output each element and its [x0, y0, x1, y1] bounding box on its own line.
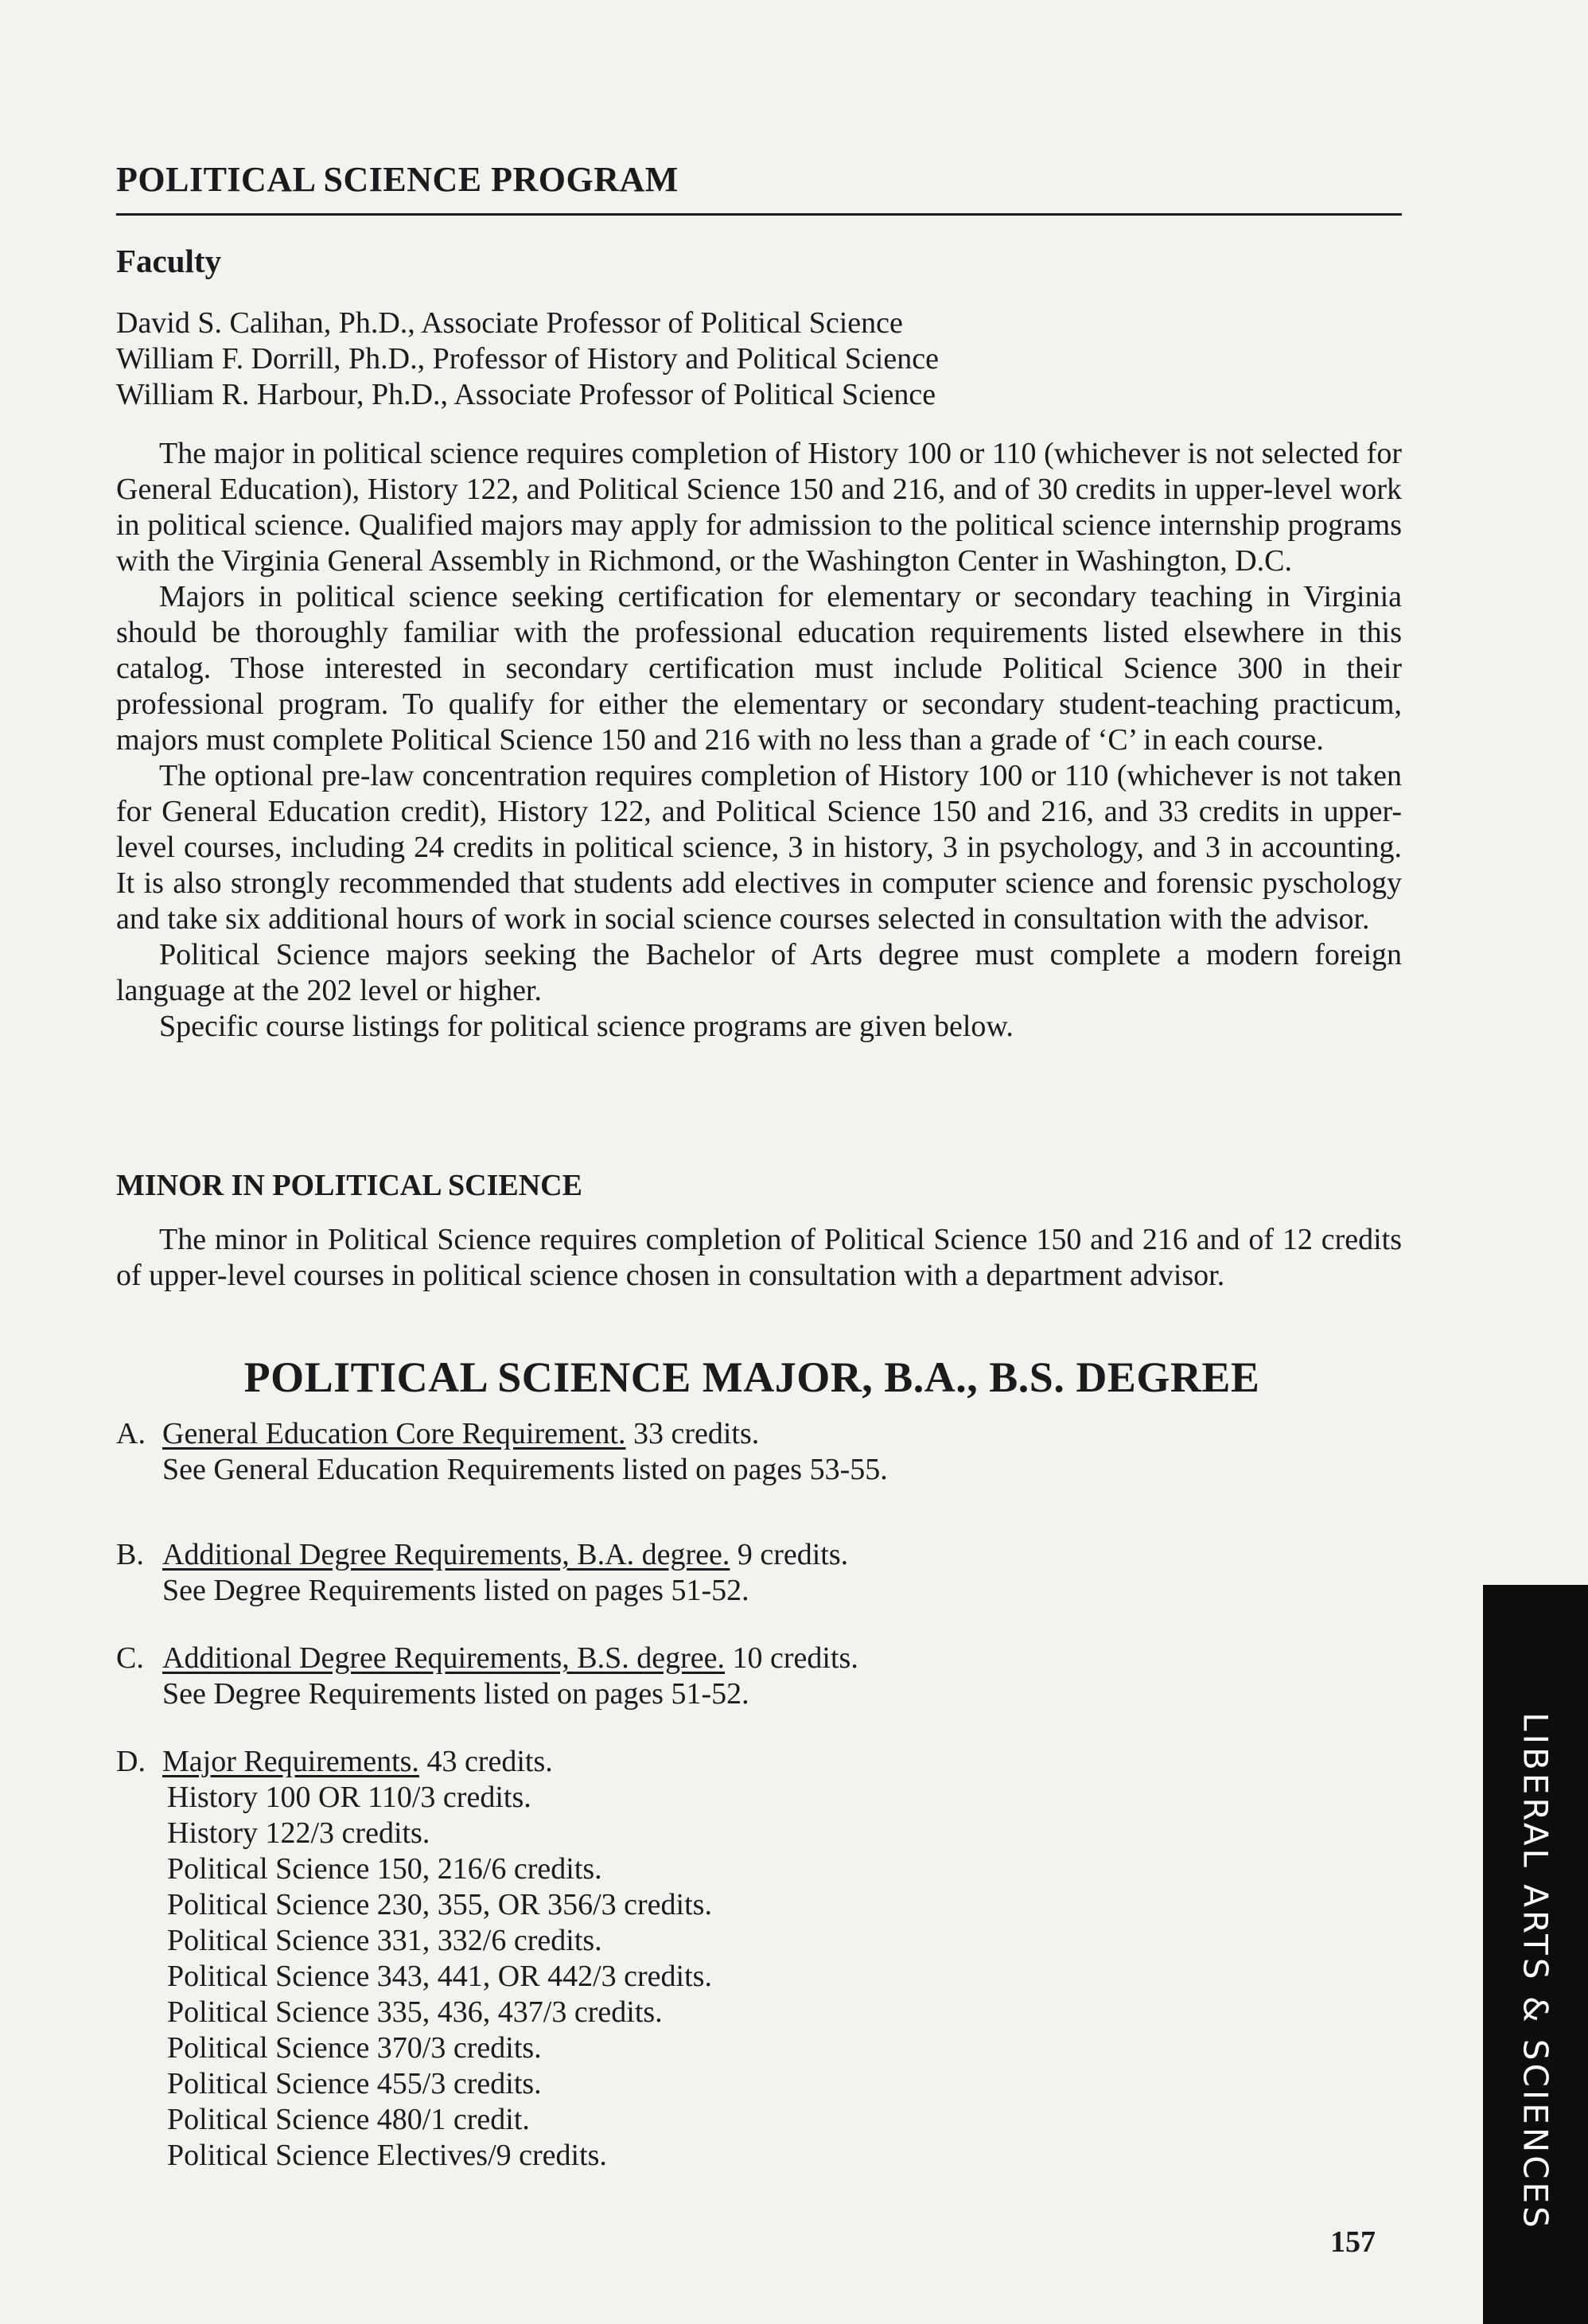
course-line: Political Science Electives/9 credits.: [167, 2139, 607, 2172]
minor-heading: MINOR IN POLITICAL SCIENCE: [116, 1169, 582, 1202]
description-paragraph: The optional pre-law concentration requires completion of History 100 or 110 (whichever is not taken for General Education credit), History 122, and Political Science 150 and 216, and 33 credits in upper-level courses, including 24 credits in political science, 3 in history, 3 in psychology, and 3 in accounting. It is also strongly recommended that students add electives in computer science and forensic pyschology and take six additional hours of work in social science courses selected in consultation with the advisor.: [116, 759, 1402, 936]
course-line: Political Science 150, 216/6 credits.: [167, 1852, 602, 1886]
course-line: Political Science 455/3 credits.: [167, 2067, 542, 2100]
title-rule: [116, 213, 1402, 216]
requirement-title: Major Requirements.: [162, 1745, 419, 1778]
page-number: 157: [1330, 2225, 1376, 2259]
requirement-note: See General Education Requirements listed on pages 53-55.: [162, 1453, 888, 1486]
requirement-credits: 33 credits.: [625, 1417, 760, 1450]
course-line: History 122/3 credits.: [167, 1816, 430, 1850]
course-line: Political Science 480/1 credit.: [167, 2103, 530, 2136]
requirement-title: General Education Core Requirement.: [162, 1417, 626, 1450]
requirement-note: See Degree Requirements listed on pages 51-52.: [162, 1574, 749, 1607]
description-paragraph: Specific course listings for political science programs are given below.: [159, 1010, 1014, 1043]
course-line: Political Science 343, 441, OR 442/3 credits.: [167, 1960, 712, 1993]
faculty-member: William R. Harbour, Ph.D., Associate Professor of Political Science: [116, 378, 936, 411]
requirement-letter: B.: [116, 1538, 144, 1571]
course-line: Political Science 335, 436, 437/3 credits.: [167, 1995, 663, 2029]
course-line: Political Science 370/3 credits.: [167, 2031, 542, 2065]
faculty-list: [116, 306, 1402, 413]
requirement-c: [116, 1641, 1402, 1712]
requirement-letter: D.: [116, 1745, 146, 1778]
program-title: POLITICAL SCIENCE PROGRAM: [116, 160, 679, 199]
course-line: Political Science 331, 332/6 credits.: [167, 1924, 602, 1957]
faculty-member: William F. Dorrill, Ph.D., Professor of History and Political Science: [116, 342, 939, 376]
requirement-credits: 9 credits.: [730, 1538, 849, 1571]
description-paragraph: Majors in political science seeking certification for elementary or secondary teaching in Virginia should be thoroughly familiar with the professional education requirements listed elsewhere in this catalog. Those interested in secondary certification must include Political Science 300 in their professional program. To qualify for either the elementary or secondary student-teaching practicum, majors must complete Political Science 150 and 216 with no less than a grade of ‘C’ in each course.: [116, 580, 1402, 757]
requirement-letter: A.: [116, 1417, 146, 1450]
degree-title: POLITICAL SCIENCE MAJOR, B.A., B.S. DEGREE: [243, 1353, 1260, 1401]
minor-description: [116, 1222, 1402, 1294]
course-line: Political Science 230, 355, OR 356/3 credits.: [167, 1888, 712, 1921]
faculty-member: David S. Calihan, Ph.D., Associate Professor of Political Science: [116, 306, 903, 340]
requirement-a: [116, 1416, 1402, 1488]
description-paragraph: Political Science majors seeking the Bachelor of Arts degree must complete a modern foreign language at the 202 level or higher.: [116, 938, 1402, 1007]
description-paragraph: The major in political science requires completion of History 100 or 110 (whichever is not selected for General Education), History 122, and Political Science 150 and 216, and of 30 credits in upper-level work in political science. Qualified majors may apply for admission to the political science internship programs with the Virginia General Assembly in Richmond, or the Washington Center in Washington, D.C.: [116, 437, 1402, 578]
faculty-heading: Faculty: [116, 243, 222, 279]
section-side-tab-label: LIBERAL ARTS & SCIENCES: [1516, 1712, 1555, 2231]
requirement-credits: 43 credits.: [418, 1745, 553, 1778]
requirement-note: See Degree Requirements listed on pages 51-52.: [162, 1677, 749, 1711]
requirement-letter: C.: [116, 1641, 144, 1675]
requirement-d: [116, 1744, 1402, 2174]
minor-paragraph: The minor in Political Science requires completion of Political Science 150 and 216 and of 12 credits of upper-level courses in political science chosen in consultation with a department advisor.: [116, 1223, 1402, 1292]
requirement-title: Additional Degree Requirements, B.S. degree.: [162, 1641, 726, 1675]
requirement-title: Additional Degree Requirements, B.A. degree.: [162, 1538, 730, 1571]
program-description: [116, 436, 1402, 1045]
course-line: History 100 OR 110/3 credits.: [167, 1781, 531, 1814]
requirement-b: [116, 1537, 1402, 1609]
requirement-credits: 10 credits.: [725, 1641, 858, 1675]
